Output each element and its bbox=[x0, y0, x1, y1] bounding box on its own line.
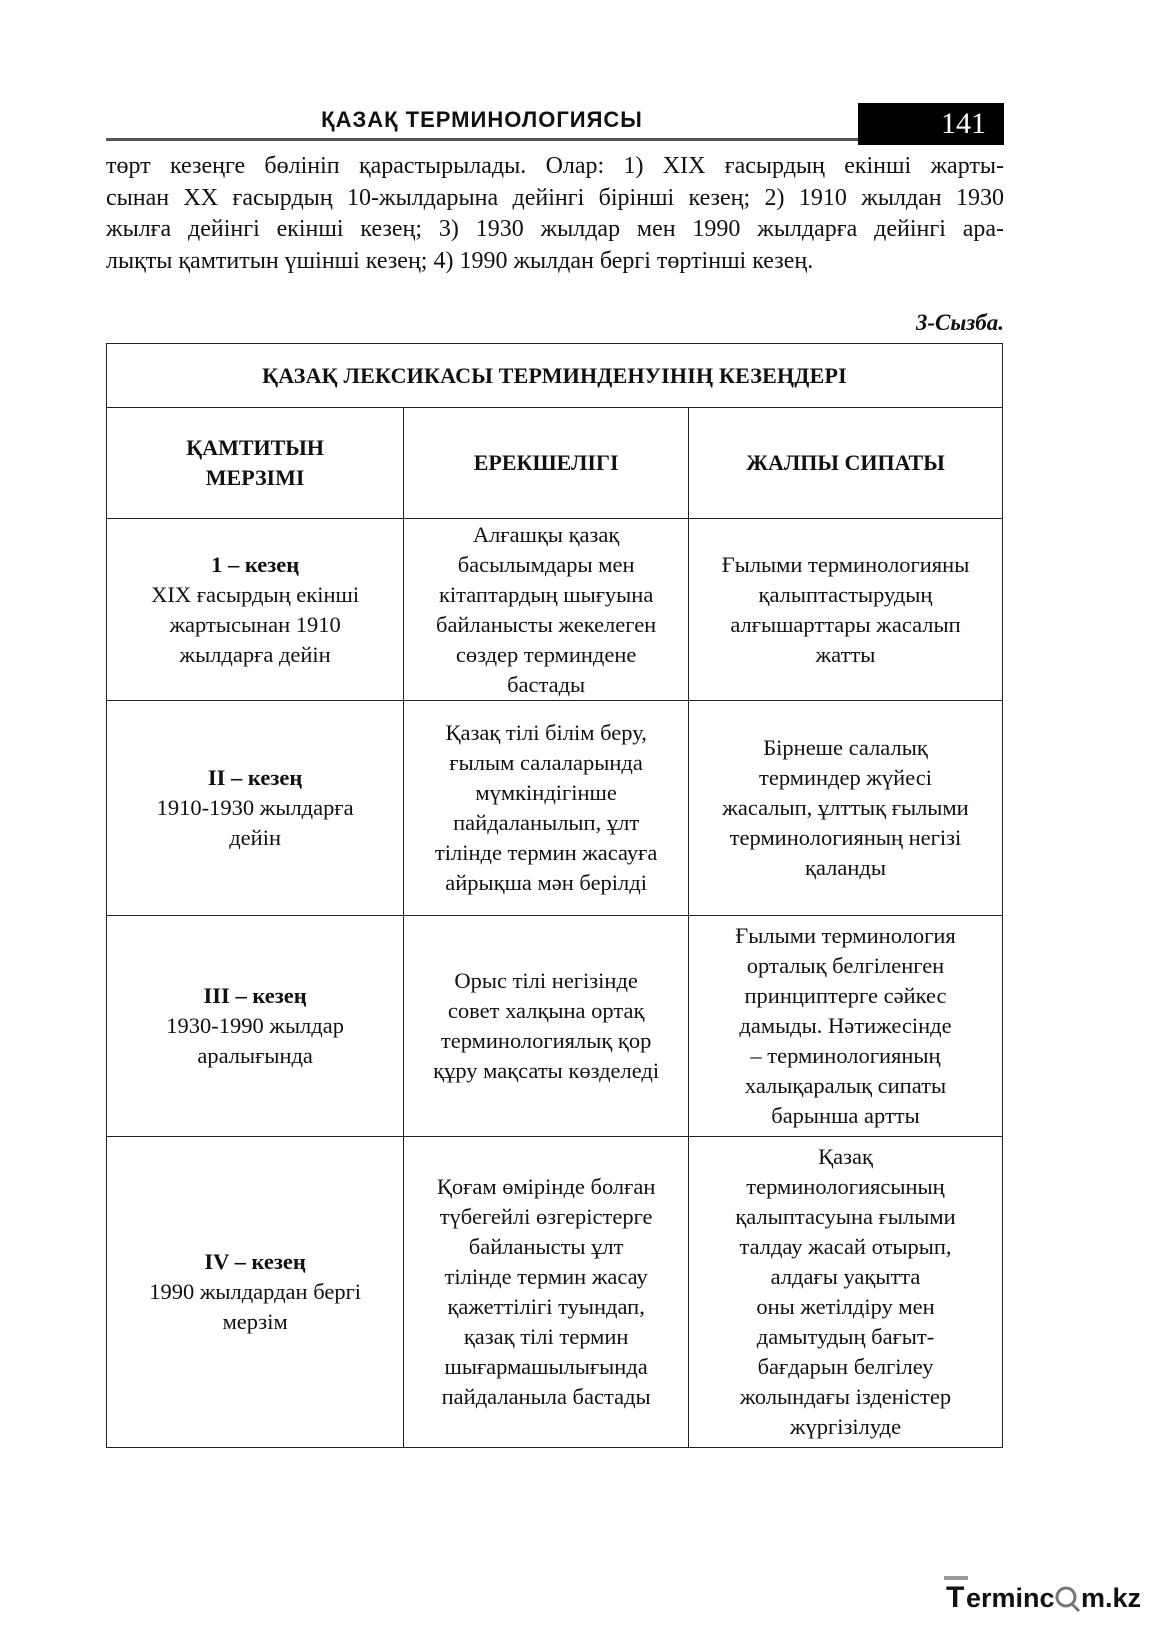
table-row bbox=[107, 701, 1003, 916]
stage-general-cell bbox=[689, 701, 1003, 916]
cell-line: тілінде термин жасау bbox=[444, 1264, 648, 1289]
cell-line: сөздер терминдене bbox=[455, 641, 637, 667]
stage-feature-cell bbox=[404, 916, 689, 1137]
magnifier-icon bbox=[1057, 1588, 1079, 1611]
header-rule bbox=[106, 138, 858, 141]
table-title-row bbox=[107, 344, 1003, 408]
cell-line: пайдаланыла бастады bbox=[441, 1384, 651, 1409]
cell-line: басылымдары мен bbox=[457, 551, 635, 577]
table-title: ҚАЗАҚ ЛЕКСИКАСЫ ТЕРМИНДЕНУІНІҢ КЕЗЕҢДЕРІ bbox=[107, 344, 1003, 408]
cell-line: қалыптастырудың bbox=[758, 581, 933, 607]
cell-line: – терминологияның bbox=[750, 1043, 941, 1068]
cell-line: мүмкіндігінше bbox=[475, 780, 617, 805]
cell-line: Қазақ тілі білім беру, bbox=[445, 720, 647, 745]
cell-line: Алғашқы қазақ bbox=[472, 521, 620, 547]
stage-period-cell bbox=[107, 916, 404, 1137]
stage-period-cell bbox=[107, 519, 404, 701]
stage-feature-cell bbox=[404, 519, 689, 701]
cell-line: дамытудың бағыт- bbox=[756, 1324, 935, 1349]
cell-line: терминологияның негізі bbox=[729, 825, 962, 850]
stage-name: 1 – кезең bbox=[211, 551, 300, 577]
body-line: сынан ХХ ғасырдың 10-жылдарына дейінгі бірінші кезең; 2) 1910 жылдан 1930 bbox=[106, 184, 1004, 211]
cell-line: қазақ тілі термин bbox=[463, 1324, 629, 1349]
body-line: лықты қамтитын үшінші кезең; 4) 1990 жылдан бергі төртінші кезең. bbox=[106, 247, 814, 274]
stage-period-cell bbox=[107, 1137, 404, 1448]
cell-line: совет халқына ортақ bbox=[447, 998, 645, 1023]
cell-line: терминологиялық қор bbox=[440, 1028, 652, 1053]
column-header-feature: ЕРЕКШЕЛІГІ bbox=[404, 408, 689, 519]
cell-line: айрықша мән берілді bbox=[445, 870, 647, 895]
cell-line: қаланды bbox=[805, 855, 886, 880]
cell-line: Қазақ bbox=[818, 1144, 873, 1169]
cell-line: мерзім bbox=[222, 1309, 288, 1334]
cell-line: талдау жасай отырып, bbox=[739, 1234, 952, 1259]
stage-name: ІІ – кезең bbox=[207, 765, 303, 790]
running-header bbox=[106, 103, 1004, 145]
logo-bar bbox=[944, 1576, 968, 1580]
cell-line: кітаптардың шығуына bbox=[438, 581, 654, 607]
stage-general-cell bbox=[689, 1137, 1003, 1448]
cell-line: жолындағы ізденістер bbox=[739, 1384, 952, 1409]
header-line: МЕРЗІМІ bbox=[205, 465, 305, 490]
cell-line: тілінде термин жасауға bbox=[434, 840, 658, 865]
page-number: 141 bbox=[941, 107, 986, 140]
cell-line: орталық белгіленген bbox=[746, 953, 945, 978]
cell-line: қажеттілігі туындап, bbox=[447, 1294, 645, 1319]
cell-line: байланысты ұлт bbox=[468, 1234, 624, 1259]
table-row bbox=[107, 916, 1003, 1137]
stage-name: ІV – кезең bbox=[204, 1249, 306, 1274]
logo-text-mkz: m.kz bbox=[1081, 1583, 1142, 1613]
cell-line: 1910-1930 жылдарға bbox=[156, 795, 354, 820]
termincom-logo bbox=[942, 1570, 1152, 1620]
figure-caption: 3-Сызба. bbox=[915, 310, 1004, 335]
cell-line: 1990 жылдардан бергі bbox=[149, 1279, 362, 1304]
column-header-general: ЖАЛПЫ СИПАТЫ bbox=[689, 408, 1003, 519]
cell-line: дейін bbox=[229, 825, 282, 850]
cell-line: Ғылыми терминология bbox=[735, 923, 956, 948]
cell-line: Ғылыми терминологияны bbox=[721, 551, 970, 577]
cell-line: байланысты жекелеген bbox=[436, 611, 657, 637]
logo-text-erminc: erminc bbox=[966, 1583, 1055, 1613]
cell-line: халықаралық сипаты bbox=[744, 1073, 947, 1098]
logo-text-t: T bbox=[946, 1581, 965, 1614]
cell-line: құру мақсаты көзделеді bbox=[433, 1058, 660, 1083]
body-line: жылға дейінгі екінші кезең; 3) 1930 жылдар мен 1990 жылдарға дейінгі ара- bbox=[106, 216, 1004, 242]
cell-line: ХІХ ғасырдың екінші bbox=[151, 581, 360, 607]
table-row bbox=[107, 1137, 1003, 1448]
running-title: ҚАЗАҚ ТЕРМИНОЛОГИЯСЫ bbox=[321, 107, 643, 132]
cell-line: дамыды. Нәтижесінде bbox=[739, 1013, 952, 1038]
cell-line: Орыс тілі негізінде bbox=[454, 968, 638, 993]
stage-general-cell bbox=[689, 519, 1003, 701]
cell-line: терминологиясының bbox=[746, 1174, 945, 1199]
cell-line: жасалып, ұлттық ғылыми bbox=[722, 795, 969, 820]
stage-period-cell bbox=[107, 701, 404, 916]
cell-line: 1930-1990 жылдар bbox=[166, 1013, 344, 1038]
table-header-row bbox=[107, 408, 1003, 519]
cell-line: принциптерге сәйкес bbox=[744, 983, 947, 1008]
cell-line: шығармашылығында bbox=[444, 1354, 648, 1379]
stages-table bbox=[106, 343, 1003, 1448]
stage-feature-cell bbox=[404, 1137, 689, 1448]
cell-line: жүргізілуде bbox=[789, 1414, 902, 1439]
cell-line: алғышарттары жасалып bbox=[730, 611, 961, 637]
cell-line: бастады bbox=[507, 671, 586, 697]
cell-line: алдағы уақытта bbox=[770, 1264, 921, 1289]
body-line: төрт кезеңге бөлініп қарастырылады. Олар: 1) ХІХ ғасырдың екінші жарты- bbox=[106, 153, 1004, 179]
cell-line: аралығында bbox=[197, 1043, 313, 1068]
cell-line: жартысынан 1910 bbox=[169, 611, 341, 637]
column-header-period bbox=[107, 408, 404, 519]
cell-line: пайдаланылып, ұлт bbox=[453, 810, 640, 835]
header-line: ҚАМТИТЫН bbox=[186, 435, 325, 460]
stage-general-cell bbox=[689, 916, 1003, 1137]
cell-line: бағдарын белгілеу bbox=[757, 1354, 934, 1379]
body-paragraph bbox=[106, 151, 1004, 277]
stage-name: ІІІ – кезең bbox=[203, 983, 307, 1008]
cell-line: түбегейлі өзгерістерге bbox=[439, 1204, 653, 1229]
cell-line: барынша артты bbox=[771, 1103, 920, 1128]
cell-line: жатты bbox=[815, 641, 876, 667]
cell-line: терминдер жүйесі bbox=[759, 765, 932, 790]
stage-feature-cell bbox=[404, 701, 689, 916]
cell-line: қалыптасуына ғылыми bbox=[735, 1204, 956, 1229]
cell-line: ғылым салаларында bbox=[449, 750, 643, 775]
cell-line: оны жетілдіру мен bbox=[756, 1294, 935, 1319]
table-row bbox=[107, 519, 1003, 701]
cell-line: Бірнеше салалық bbox=[763, 735, 928, 760]
page-number-box bbox=[858, 103, 1004, 145]
cell-line: жылдарға дейін bbox=[179, 641, 331, 667]
cell-line: Қоғам өмірінде болған bbox=[436, 1174, 656, 1199]
